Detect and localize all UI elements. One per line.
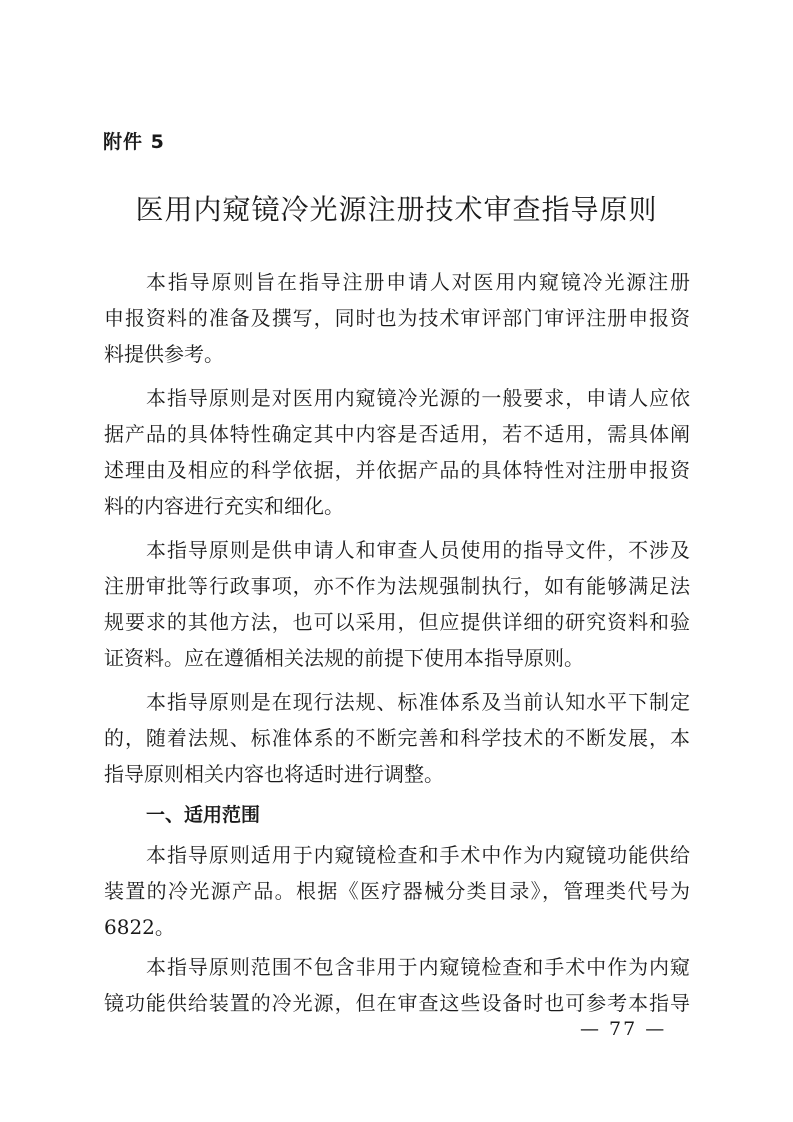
paragraph-line: 镜功能供给装置的冷光源，但在审查这些设备时也可参考本指导: [104, 991, 690, 1015]
paragraph-line: 本指导原则范围不包含非用于内窥镜检查和手术中作为内窥: [146, 955, 690, 979]
paragraph-line: 指导原则相关内容也将适时进行调整。: [104, 762, 444, 786]
paragraph-line: 述理由及相应的科学依据，并依据产品的具体特性对注册申报资: [104, 458, 690, 482]
paragraph-line: 装置的冷光源产品。根据《医疗器械分类目录》，管理类代号为: [104, 879, 690, 903]
section-heading-scope: 一、适用范围: [146, 804, 261, 826]
paragraph-line: 注册审批等行政事项，亦不作为法规强制执行，如有能够满足法: [104, 574, 690, 598]
page-number: — 77 —: [580, 1018, 667, 1040]
paragraph-line: 本指导原则是供申请人和审查人员使用的指导文件，不涉及: [146, 538, 690, 562]
document-title: 医用内窥镜冷光源注册技术审查指导原则: [135, 193, 658, 226]
paragraph-line: 的，随着法规、标准体系的不断完善和科学技术的不断发展，本: [104, 726, 690, 750]
paragraph-line: 证资料。应在遵循相关法规的前提下使用本指导原则。: [104, 646, 584, 670]
paragraph-line: 本指导原则是对医用内窥镜冷光源的一般要求，申请人应依: [146, 386, 690, 410]
paragraph-line: 料提供参考。: [104, 342, 224, 366]
paragraph-line: 本指导原则是在现行法规、标准体系及当前认知水平下制定: [146, 690, 690, 714]
paragraph-line: 6822。: [104, 915, 175, 939]
paragraph-line: 本指导原则适用于内窥镜检查和手术中作为内窥镜功能供给: [146, 843, 690, 867]
paragraph-line: 据产品的具体特性确定其中内容是否适用，若不适用，需具体阐: [104, 422, 690, 446]
paragraph-line: 本指导原则旨在指导注册申请人对医用内窥镜冷光源注册: [146, 270, 690, 294]
paragraph-line: 申报资料的准备及撰写，同时也为技术审评部门审评注册申报资: [104, 306, 690, 330]
attachment-label: 附件 5: [103, 131, 165, 153]
paragraph-line: 料的内容进行充实和细化。: [104, 494, 344, 518]
paragraph-line: 规要求的其他方法，也可以采用，但应提供详细的研究资料和验: [104, 610, 690, 634]
